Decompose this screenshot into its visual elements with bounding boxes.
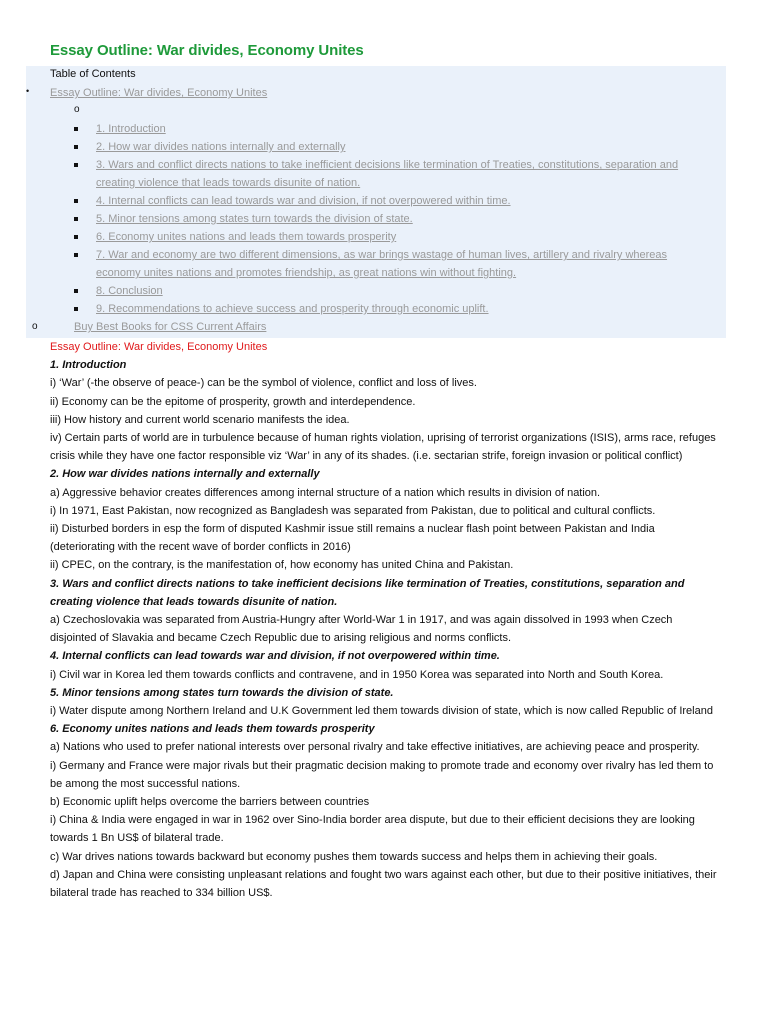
body-paragraph: ii) Economy can be the epitome of prosperity, growth and interdependence. [50,395,416,408]
toc-bullet-icon: • [26,86,30,96]
toc-sub-marker: o [74,104,80,115]
section-heading: 2. How war divides nations internally and externally [50,468,320,481]
body-paragraph: a) Czechoslovakia was separated from Austria-Hungry after World-War 1 in 1917, and was again dissolved in 1993 when Czech disjointed of Slavakia and became Czech Republic due to arising religious and norms conflicts. [50,614,673,645]
body-paragraph: iii) How history and current world scenario manifests the idea. [50,413,350,426]
toc-link-essay-outline[interactable]: Essay Outline: War divides, Economy Unites [50,87,268,99]
toc-square-bullet-icon [74,235,78,239]
body-paragraph: i) In 1971, East Pakistan, now recognized as Bangladesh was separated from Pakistan, due to political and cultural conflicts. [50,504,656,517]
toc-square-bullet-icon [74,145,78,149]
essay-title-red: Essay Outline: War divides, Economy Unites [50,341,268,353]
body-paragraph: a) Aggressive behavior creates differences among internal structure of a nation which results in division of nation. [50,486,601,499]
body-paragraph: c) War drives nations towards backward but economy pushes them towards success and helps them in achieving their goals. [50,850,658,863]
table-of-contents [26,66,726,338]
toc-link-item[interactable]: 7. War and economy are two different dimensions, as war brings wastage of human lives, artillery and rivalry whereas [96,249,668,261]
toc-square-bullet-icon [74,163,78,167]
toc-link-buy-books[interactable]: Buy Best Books for CSS Current Affairs [74,321,267,333]
page-title: Essay Outline: War divides, Economy Unites [50,42,364,59]
body-paragraph: a) Nations who used to prefer national interests over personal rivalry and take effective initiatives, are achieving peace and prosperity. [50,741,700,754]
body-paragraph: b) Economic uplift helps overcome the barriers between countries [50,796,370,809]
body-paragraph: d) Japan and China were consisting unpleasant relations and fought two wars against each other, but due to their positive initiatives, their bilateral trade has reached to 334 billion US$. [50,868,717,900]
toc-link-item[interactable]: 8. Conclusion [96,285,163,297]
body-paragraph: i) Germany and France were major rivals but their pragmatic decision making to promote trade and economy over rivalry has led them to be among the most successful nations. [50,759,714,790]
body-paragraph: i) China & India were engaged in war in 1962 over Sino-India border area dispute, but due to their efficient decisions they are looking towards 1 Bn US$ of bilateral trade. [50,814,695,845]
essay-body [50,338,720,902]
toc-square-bullet-icon [74,253,78,257]
toc-link-item[interactable]: 2. How war divides nations internally and externally [96,141,346,153]
toc-sub-marker: o [32,321,38,332]
toc-link-item[interactable]: creating violence that leads towards disunite of nation. [96,177,361,189]
toc-square-bullet-icon [74,289,78,293]
toc-square-bullet-icon [74,127,78,131]
toc-link-item[interactable]: 3. Wars and conflict directs nations to take inefficient decisions like termination of Treaties, constitutions, separation and [96,159,679,171]
toc-link-item[interactable]: 1. Introduction [96,123,166,135]
body-paragraph: ii) CPEC, on the contrary, is the manifestation of, how economy has united China and Pakistan. [50,559,514,572]
toc-link-item[interactable]: economy unites nations and promotes friendship, as great nations win without fighting. [96,267,517,279]
toc-square-bullet-icon [74,217,78,221]
toc-link-item[interactable]: 9. Recommendations to achieve success and prosperity through economic uplift. [96,303,489,315]
body-paragraph: i) Water dispute among Northern Ireland and U.K Government led them towards division of state, which is now called Republic of Ireland [50,705,713,718]
toc-heading: Table of Contents [50,68,136,80]
toc-square-bullet-icon [74,307,78,311]
body-paragraph: iv) Certain parts of world are in turbulence because of human rights violation, uprising of terrorist organizations (ISIS), arms race, refuges crisis while they have one factor responsible viz ‘War’ in any of its shades. (i.e. sectarian strife, foreign invasion or political conflict) [50,432,716,463]
toc-link-item[interactable]: 6. Economy unites nations and leads them towards prosperity [96,231,397,243]
toc-link-item[interactable]: 5. Minor tensions among states turn towards the division of state. [96,213,413,225]
section-heading: 1. Introduction [50,359,127,372]
section-heading: 3. Wars and conflict directs nations to take inefficient decisions like termination of Treaties, constitutions, separation and creating violence that leads towards disunite of nation. [50,577,685,608]
section-heading: 5. Minor tensions among states turn towards the division of state. [50,686,394,699]
section-heading: 4. Internal conflicts can lead towards war and division, if not overpowered within time. [50,650,500,663]
toc-square-bullet-icon [74,199,78,203]
body-paragraph: i) Civil war in Korea led them towards conflicts and contravene, and in 1950 Korea was separated into North and South Korea. [50,668,664,681]
body-paragraph: ii) Disturbed borders in esp the form of disputed Kashmir issue still remains a nuclear flash point between Pakistan and India (deteriorating with the recent wave of border conflicts in 2016) [50,523,655,554]
section-heading: 6. Economy unites nations and leads them towards prosperity [50,723,375,736]
toc-link-item[interactable]: 4. Internal conflicts can lead towards war and division, if not overpowered within time. [96,195,511,207]
body-paragraph: i) ‘War’ (-the observe of peace-) can be the symbol of violence, conflict and loss of lives. [50,377,477,390]
